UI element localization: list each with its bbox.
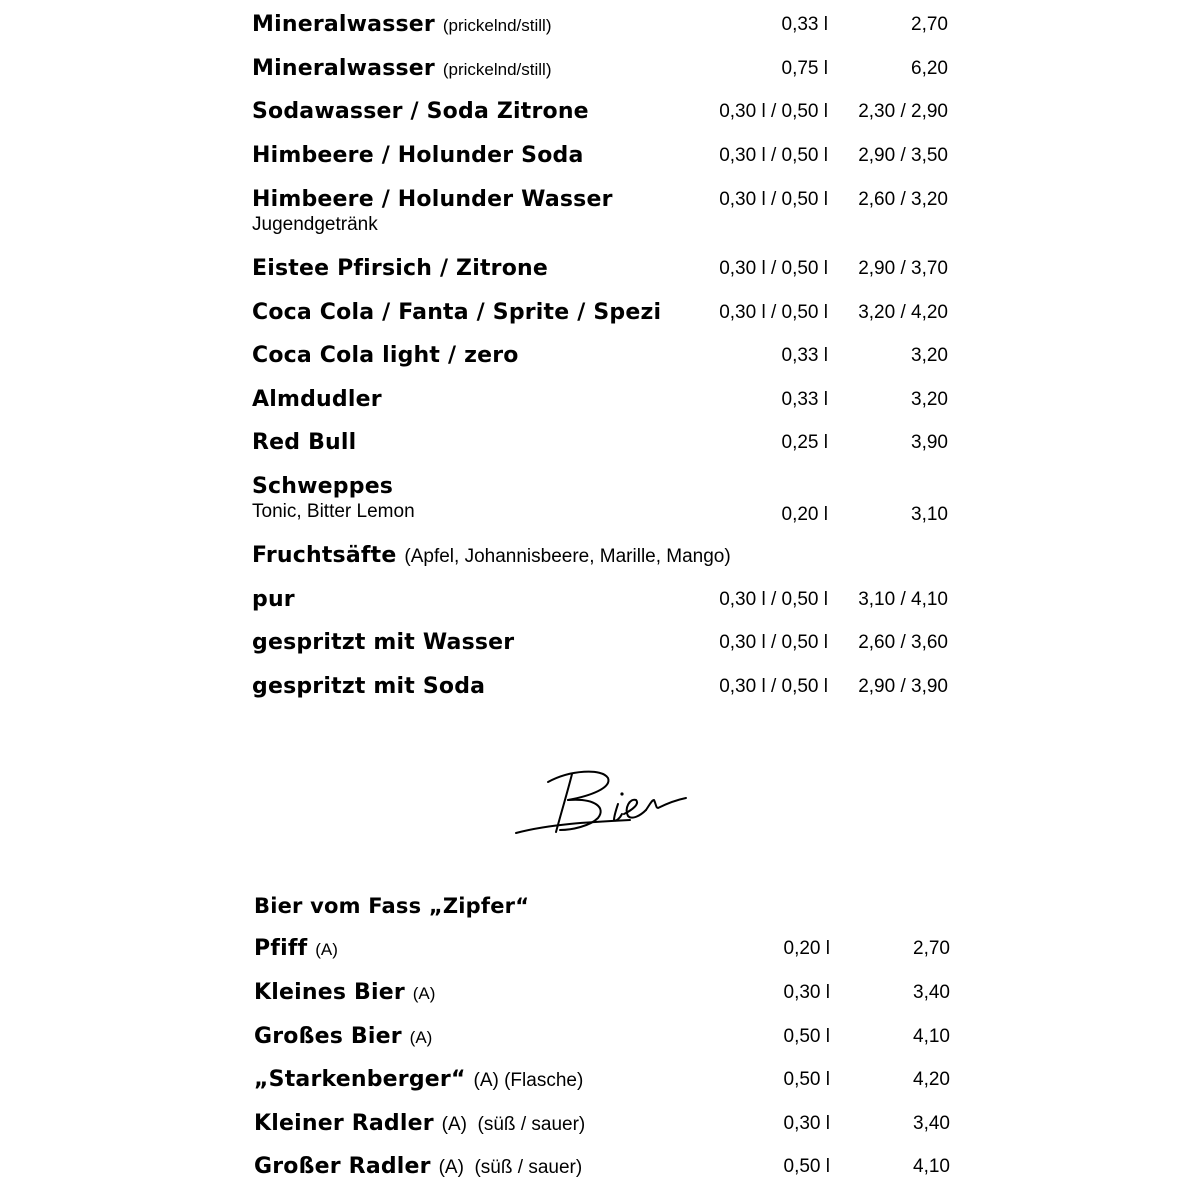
item-volume: 0,30 l / 0,50 l [719, 258, 828, 279]
menu-item-starkenberger [254, 1066, 954, 1096]
item-price: 3,40 [913, 982, 950, 1003]
item-name-text: „Starkenberger“ [254, 1067, 466, 1092]
item-subtitle: Jugendgetränk [252, 214, 378, 235]
menu-item-mineralwasser-075 [252, 55, 952, 85]
menu-item-mineralwasser-033 [252, 11, 952, 41]
item-price: 3,10 [911, 504, 948, 525]
item-name-text: Großer Radler [254, 1154, 431, 1179]
item-volume: 0,30 l [783, 1113, 830, 1134]
item-volume: 0,30 l [783, 982, 830, 1003]
beer-subheading [254, 892, 954, 922]
item-name-text: Mineralwasser [252, 12, 435, 37]
item-name [254, 1110, 585, 1139]
item-note: (A) (süß / sauer) [441, 1114, 586, 1135]
menu-item-pur [252, 586, 952, 616]
menu-item-schweppes [252, 473, 952, 529]
item-name: Red Bull [252, 430, 357, 455]
item-name [252, 55, 551, 84]
item-volume: 0,33 l [781, 389, 828, 410]
item-name-text: Mineralwasser [252, 56, 435, 81]
menu-item-coca-cola-light [252, 342, 952, 372]
item-volume: 0,30 l / 0,50 l [719, 676, 828, 697]
item-note: (A) [315, 940, 338, 959]
menu-item-kleines-bier [254, 979, 954, 1009]
item-name: Almdudler [252, 387, 382, 412]
item-price: 2,90 / 3,90 [858, 676, 948, 697]
item-note: (A) (süß / sauer) [438, 1157, 583, 1178]
item-volume: 0,50 l [783, 1069, 830, 1090]
item-name-text: Kleiner Radler [254, 1111, 434, 1136]
item-price: 2,70 [911, 14, 948, 35]
bier-script-heading [510, 760, 700, 850]
item-price: 3,20 / 4,20 [858, 302, 948, 323]
item-price: 6,20 [911, 58, 948, 79]
item-name: gespritzt mit Wasser [252, 630, 515, 655]
item-price: 2,60 / 3,60 [858, 632, 948, 653]
menu-item-grosser-radler [254, 1153, 954, 1183]
menu-item-eistee [252, 255, 952, 285]
item-name [252, 542, 731, 571]
item-name-text: Pfiff [254, 936, 308, 961]
item-name: Coca Cola / Fanta / Sprite / Spezi [252, 300, 662, 325]
section-heading-bier [510, 760, 700, 850]
item-volume: 0,33 l [781, 345, 828, 366]
item-price: 2,30 / 2,90 [858, 101, 948, 122]
menu-item-gespritzt-soda [252, 673, 952, 703]
item-volume: 0,75 l [781, 58, 828, 79]
item-note: (A) [409, 1028, 433, 1047]
item-price: 3,20 [911, 345, 948, 366]
menu-item-coca-cola [252, 299, 952, 329]
item-volume: 0,30 l / 0,50 l [719, 145, 828, 166]
item-name-text: Fruchtsäfte [252, 543, 397, 568]
menu-item-kleiner-radler [254, 1110, 954, 1140]
menu-item-pfiff [254, 935, 954, 965]
item-price: 3,20 [911, 389, 948, 410]
item-volume: 0,50 l [783, 1026, 830, 1047]
item-price: 3,90 [911, 432, 948, 453]
item-name: Sodawasser / Soda Zitrone [252, 99, 589, 124]
item-name: Eistee Pfirsich / Zitrone [252, 256, 549, 281]
item-volume: 0,30 l / 0,50 l [719, 101, 828, 122]
menu-item-gespritzt-wasser [252, 629, 952, 659]
item-price: 3,40 [913, 1113, 950, 1134]
item-price: 4,20 [913, 1069, 950, 1090]
item-volume: 0,20 l [783, 938, 830, 959]
item-name [254, 1066, 583, 1095]
item-volume: 0,50 l [783, 1156, 830, 1177]
menu-item-red-bull [252, 429, 952, 459]
item-volume: 0,30 l / 0,50 l [719, 632, 828, 653]
menu-item-fruchtsaefte [252, 542, 1012, 572]
menu-item-himbeere-soda [252, 142, 952, 172]
item-name: pur [252, 587, 295, 612]
item-name: Schweppes [252, 474, 394, 499]
item-note: (prickelnd/still) [442, 60, 552, 79]
item-name [252, 11, 551, 40]
item-price: 2,90 / 3,50 [858, 145, 948, 166]
item-note: (A) [412, 984, 436, 1003]
item-price: 4,10 [913, 1026, 950, 1047]
item-name-text: Großes Bier [254, 1024, 402, 1049]
item-name: gespritzt mit Soda [252, 674, 486, 699]
item-name [254, 1023, 432, 1052]
item-name [254, 935, 338, 964]
menu-item-sodawasser [252, 98, 952, 128]
item-volume: 0,33 l [781, 14, 828, 35]
item-volume: 0,20 l [781, 504, 828, 525]
item-name [254, 1153, 582, 1182]
item-volume: 0,30 l / 0,50 l [719, 302, 828, 323]
item-volume: 0,30 l / 0,50 l [719, 589, 828, 610]
menu-item-grosses-bier [254, 1023, 954, 1053]
item-volume: 0,30 l / 0,50 l [719, 189, 828, 210]
item-note: (Apfel, Johannisbeere, Marille, Mango) [404, 546, 731, 567]
item-name-text: Kleines Bier [254, 980, 405, 1005]
item-subtitle: Tonic, Bitter Lemon [252, 501, 415, 522]
item-price: 2,60 / 3,20 [858, 189, 948, 210]
beer-subheading-text: Bier vom Fass „Zipfer“ [254, 894, 530, 918]
item-volume: 0,25 l [781, 432, 828, 453]
item-price: 2,70 [913, 938, 950, 959]
item-name [254, 979, 435, 1008]
item-note: (A) (Flasche) [473, 1070, 584, 1091]
menu-item-almdudler [252, 386, 952, 416]
item-price: 3,10 / 4,10 [858, 589, 948, 610]
item-name: Himbeere / Holunder Wasser [252, 187, 613, 212]
item-price: 2,90 / 3,70 [858, 258, 948, 279]
item-name: Coca Cola light / zero [252, 343, 519, 368]
item-price: 4,10 [913, 1156, 950, 1177]
item-name: Himbeere / Holunder Soda [252, 143, 584, 168]
item-note: (prickelnd/still) [442, 16, 552, 35]
menu-item-himbeere-wasser [252, 186, 952, 242]
